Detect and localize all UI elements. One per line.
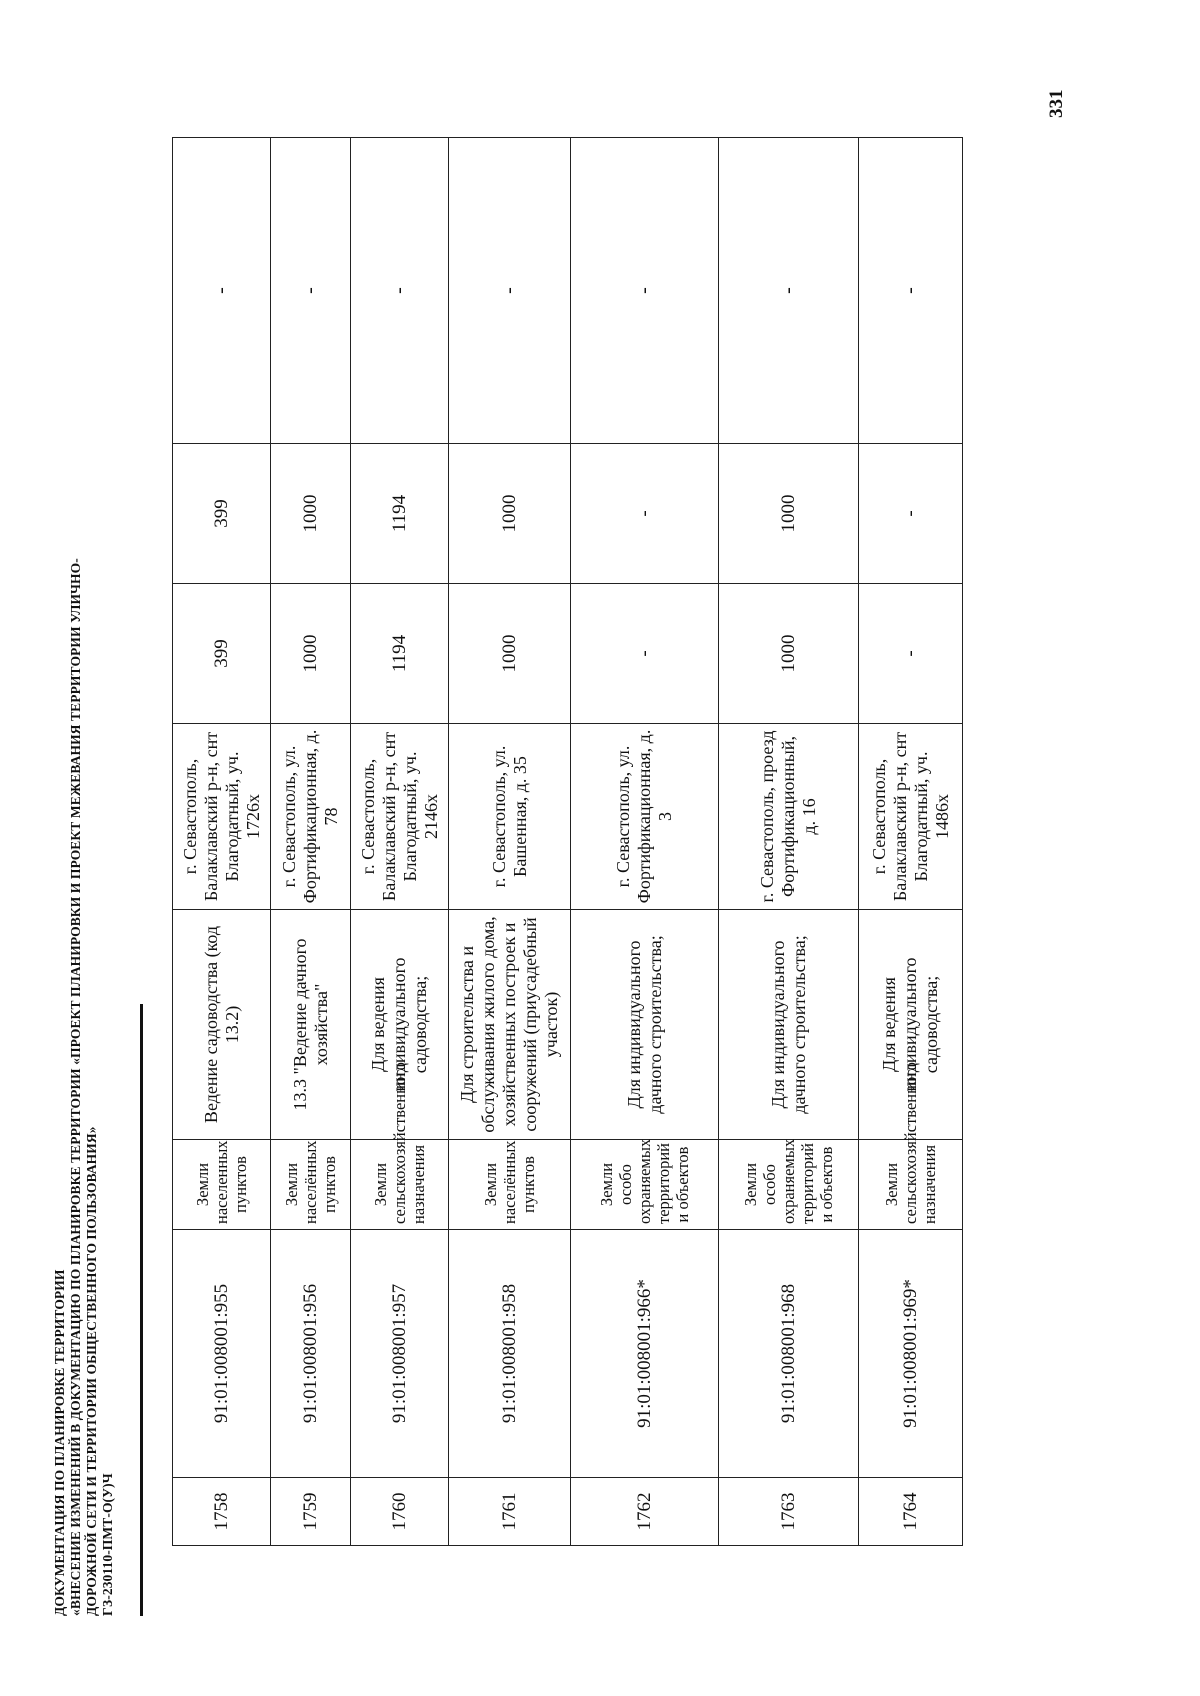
land-category: Земли особо охраняемых территорий и объектов [719, 1140, 859, 1230]
extra-value: - [351, 138, 449, 444]
row-number: 1761 [449, 1478, 571, 1546]
permitted-use: Для строительства и обслуживания жилого дома, хозяйственных построек и сооружений (приусадебный участок) [449, 910, 571, 1140]
area-value: 1000 [449, 584, 571, 724]
header-rule [140, 1004, 143, 1616]
area-value: - [571, 584, 719, 724]
permitted-use: Для ведения индивидуального садоводства; [351, 910, 449, 1140]
permitted-use: Для индивидуального дачного строительства; [571, 910, 719, 1140]
address: г. Севастополь, Балаклавский р-н, снт Благодатный, уч. 1486х [859, 724, 963, 910]
address: г. Севастополь, проезд Фортификационный, д. 16 [719, 724, 859, 910]
address: г. Севастополь, Балаклавский р-н, снт Благодатный, уч. 2146х [351, 724, 449, 910]
extra-value: - [449, 138, 571, 444]
table-row [271, 138, 351, 1546]
area-value: 399 [173, 444, 271, 584]
row-number: 1759 [271, 1478, 351, 1546]
land-category: Земли населённых пунктов [271, 1140, 351, 1230]
cadastral-number: 91:01:008001:955 [173, 1230, 271, 1478]
document-header [52, 56, 116, 1616]
table-row [449, 138, 571, 1546]
table-body [173, 138, 963, 1546]
land-plots-table [172, 137, 963, 1546]
header-line: ГЗ-230110-ПМТ-О(У)Ч [100, 1473, 115, 1616]
page-number: 331 [1046, 89, 1067, 118]
table-row [351, 138, 449, 1546]
address: г. Севастополь, ул. Фортификационная, д. 78 [271, 724, 351, 910]
land-category: Земли сельскохозяйственного назначения [859, 1140, 963, 1230]
extra-value: - [719, 138, 859, 444]
extra-value: - [271, 138, 351, 444]
permitted-use: Для ведения индивидуального садоводства; [859, 910, 963, 1140]
land-category: Земли сельскохозяйственного назначения [351, 1140, 449, 1230]
extra-value: - [173, 138, 271, 444]
cadastral-number: 91:01:008001:958 [449, 1230, 571, 1478]
area-value: - [571, 444, 719, 584]
table-row [719, 138, 859, 1546]
header-line: ДОКУМЕНТАЦИЯ ПО ПЛАНИРОВКЕ ТЕРРИТОРИИ [52, 1269, 67, 1616]
header-line: «ВНЕСЕНИЕ ИЗМЕНЕНИЙ В ДОКУМЕНТАЦИЮ ПО ПЛАНИРОВКЕ ТЕРРИТОРИИ «ПРОЕКТ ПЛАНИРОВКИ И ПРОЕКТ МЕЖЕВАНИЯ ТЕРРИТОРИИ УЛИЧНО- [68, 558, 83, 1616]
row-number: 1760 [351, 1478, 449, 1546]
area-value: 1000 [271, 584, 351, 724]
cadastral-number: 91:01:008001:968 [719, 1230, 859, 1478]
cadastral-number: 91:01:008001:969* [859, 1230, 963, 1478]
area-value: 1000 [719, 444, 859, 584]
cadastral-number: 91:01:008001:957 [351, 1230, 449, 1478]
address: г. Севастополь, Балаклавский р-н, снт Благодатный, уч. 1726х [173, 724, 271, 910]
address: г. Севастополь, ул. Фортификационная, д. 3 [571, 724, 719, 910]
area-value: 1000 [449, 444, 571, 584]
table-row [571, 138, 719, 1546]
cadastral-number: 91:01:008001:966* [571, 1230, 719, 1478]
permitted-use: Для индивидуального дачного строительства; [719, 910, 859, 1140]
row-number: 1758 [173, 1478, 271, 1546]
area-value: 1194 [351, 444, 449, 584]
extra-value: - [571, 138, 719, 444]
area-value: 1194 [351, 584, 449, 724]
table-row [173, 138, 271, 1546]
area-value: - [859, 444, 963, 584]
row-number: 1764 [859, 1478, 963, 1546]
area-value: 1000 [271, 444, 351, 584]
address: г. Севастополь, ул. Башенная, д. 35 [449, 724, 571, 910]
land-category: Земли населенных пунктов [173, 1140, 271, 1230]
permitted-use: Ведение садоводства (код 13.2) [173, 910, 271, 1140]
land-category: Земли особо охраняемых территорий и объектов [571, 1140, 719, 1230]
row-number: 1763 [719, 1478, 859, 1546]
area-value: 1000 [719, 584, 859, 724]
table-row [859, 138, 963, 1546]
area-value: 399 [173, 584, 271, 724]
header-line: ДОРОЖНОЙ СЕТИ И ТЕРРИТОРИИ ОБЩЕСТВЕННОГО ПОЛЬЗОВАНИЯ» [84, 1126, 99, 1616]
cadastral-number: 91:01:008001:956 [271, 1230, 351, 1478]
area-value: - [859, 584, 963, 724]
land-category: Земли населённых пунктов [449, 1140, 571, 1230]
permitted-use: 13.3 "Ведение дачного хозяйства" [271, 910, 351, 1140]
row-number: 1762 [571, 1478, 719, 1546]
extra-value: - [859, 138, 963, 444]
